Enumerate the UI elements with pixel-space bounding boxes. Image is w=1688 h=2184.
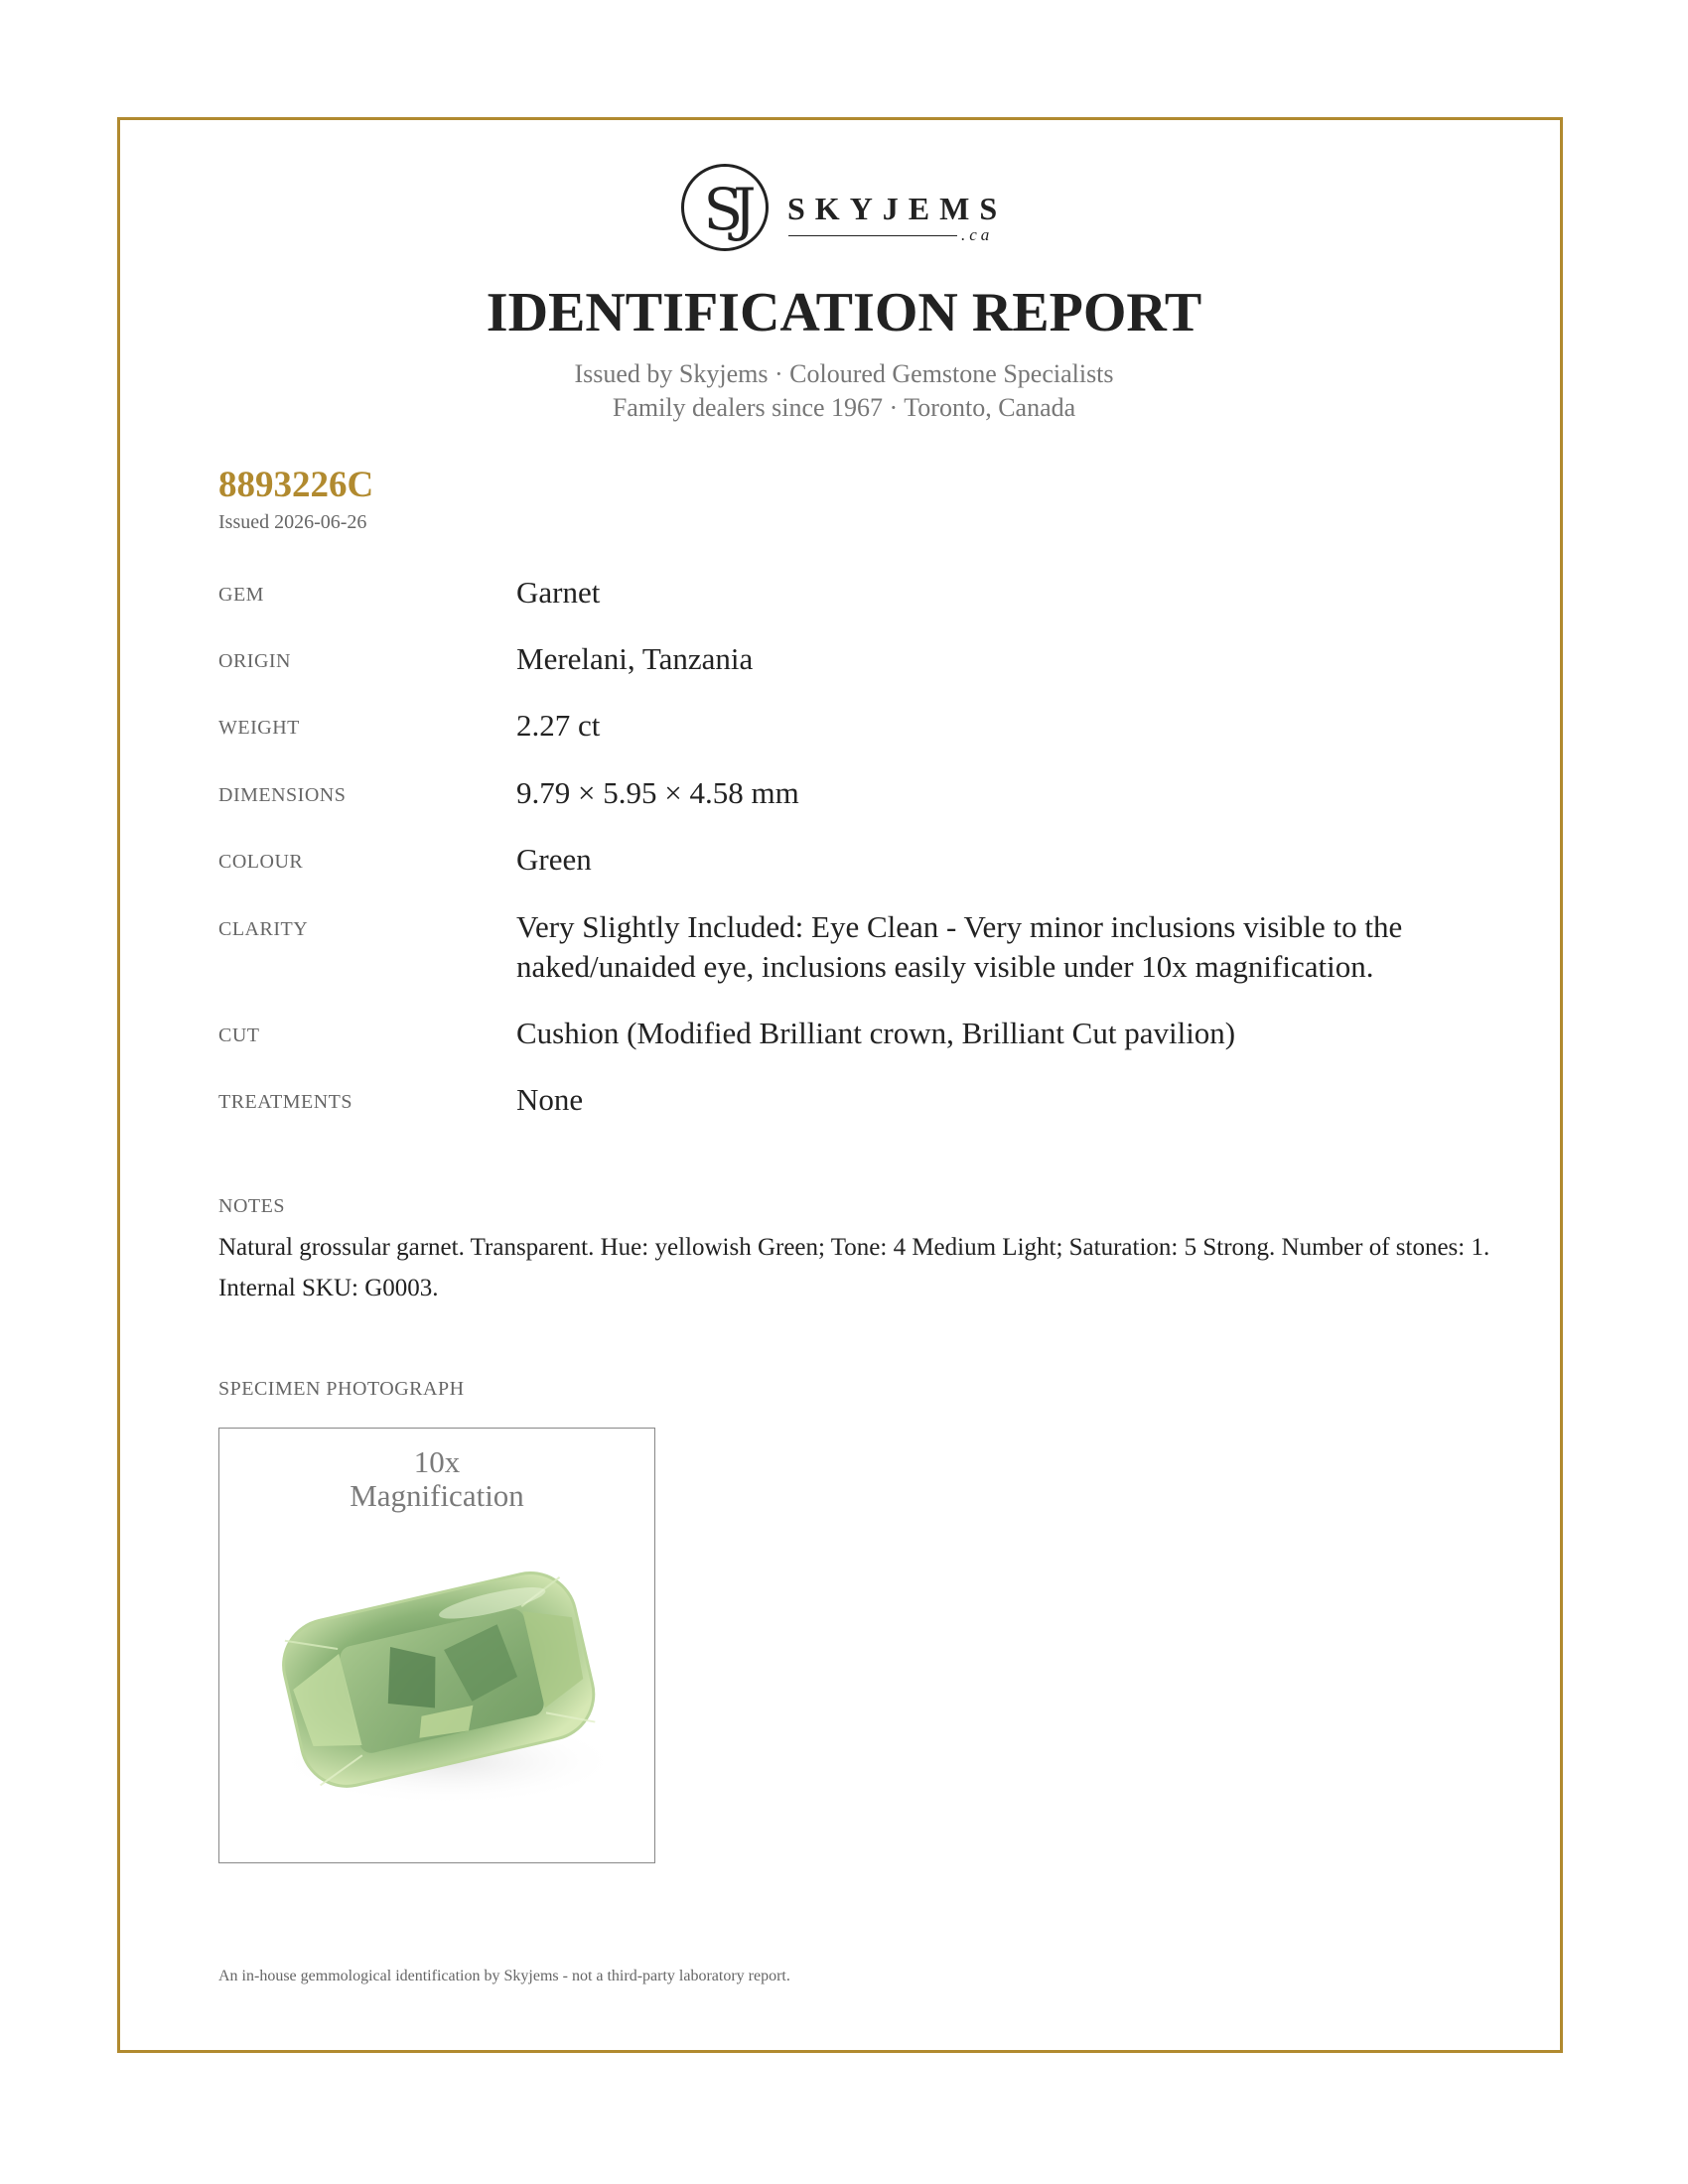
weight-value: 2.27 ct [516, 708, 601, 743]
gem-value: Garnet [516, 575, 601, 610]
report-number: 8893226C [218, 465, 374, 505]
report-subtitle-line2: Family dealers since 1967 · Toronto, Canada [612, 393, 1076, 422]
dimensions-label: DIMENSIONS [218, 784, 347, 806]
gem-label: GEM [218, 584, 264, 606]
clarity-value: Very Slightly Included: Eye Clean - Very minor inclusions visible to the naked/unaided eye, inclusions easily visible under 10x magnification. [516, 909, 1403, 984]
skyjems-logo [681, 164, 1019, 263]
notes-text: Natural grossular garnet. Transparent. Hue: yellowish Green; Tone: 4 Medium Light; Saturation: 5 Strong. Number of stones: 1. Internal SKU: G0003. [218, 1234, 1490, 1301]
colour-value: Green [516, 842, 592, 877]
logo-wordmark: SKYJEMS [787, 191, 1008, 226]
magnification-caption: Magnification [350, 1478, 524, 1513]
report-subtitle-line1: Issued by Skyjems · Coloured Gemstone Specialists [574, 359, 1114, 388]
notes-label: NOTES [218, 1195, 285, 1217]
gem-illustration [219, 1429, 655, 1863]
treatments-label: TREATMENTS [218, 1091, 352, 1113]
treatments-value: None [516, 1082, 584, 1117]
dimensions-value: 9.79 × 5.95 × 4.58 mm [516, 775, 799, 810]
magnification-level: 10x [413, 1444, 461, 1479]
colour-label: COLOUR [218, 851, 304, 873]
specimen-photo [218, 1428, 655, 1863]
specimen-photo-label: SPECIMEN PHOTOGRAPH [218, 1378, 465, 1400]
weight-label: WEIGHT [218, 717, 300, 739]
cut-value: Cushion (Modified Brilliant crown, Brilliant Cut pavilion) [516, 1016, 1236, 1050]
logo-rule [788, 235, 957, 236]
issue-date: Issued 2026-06-26 [218, 511, 367, 533]
logo-monogram: SJ [703, 176, 747, 243]
disclaimer-footer: An in-house gemmological identification by Skyjems - not a third-party laboratory report. [218, 1968, 790, 1984]
cut-label: CUT [218, 1024, 260, 1046]
origin-value: Merelani, Tanzania [516, 641, 754, 676]
clarity-label: CLARITY [218, 918, 309, 940]
logo-domain: .ca [961, 225, 994, 244]
report-title: IDENTIFICATION REPORT [486, 282, 1202, 343]
origin-label: ORIGIN [218, 650, 291, 672]
